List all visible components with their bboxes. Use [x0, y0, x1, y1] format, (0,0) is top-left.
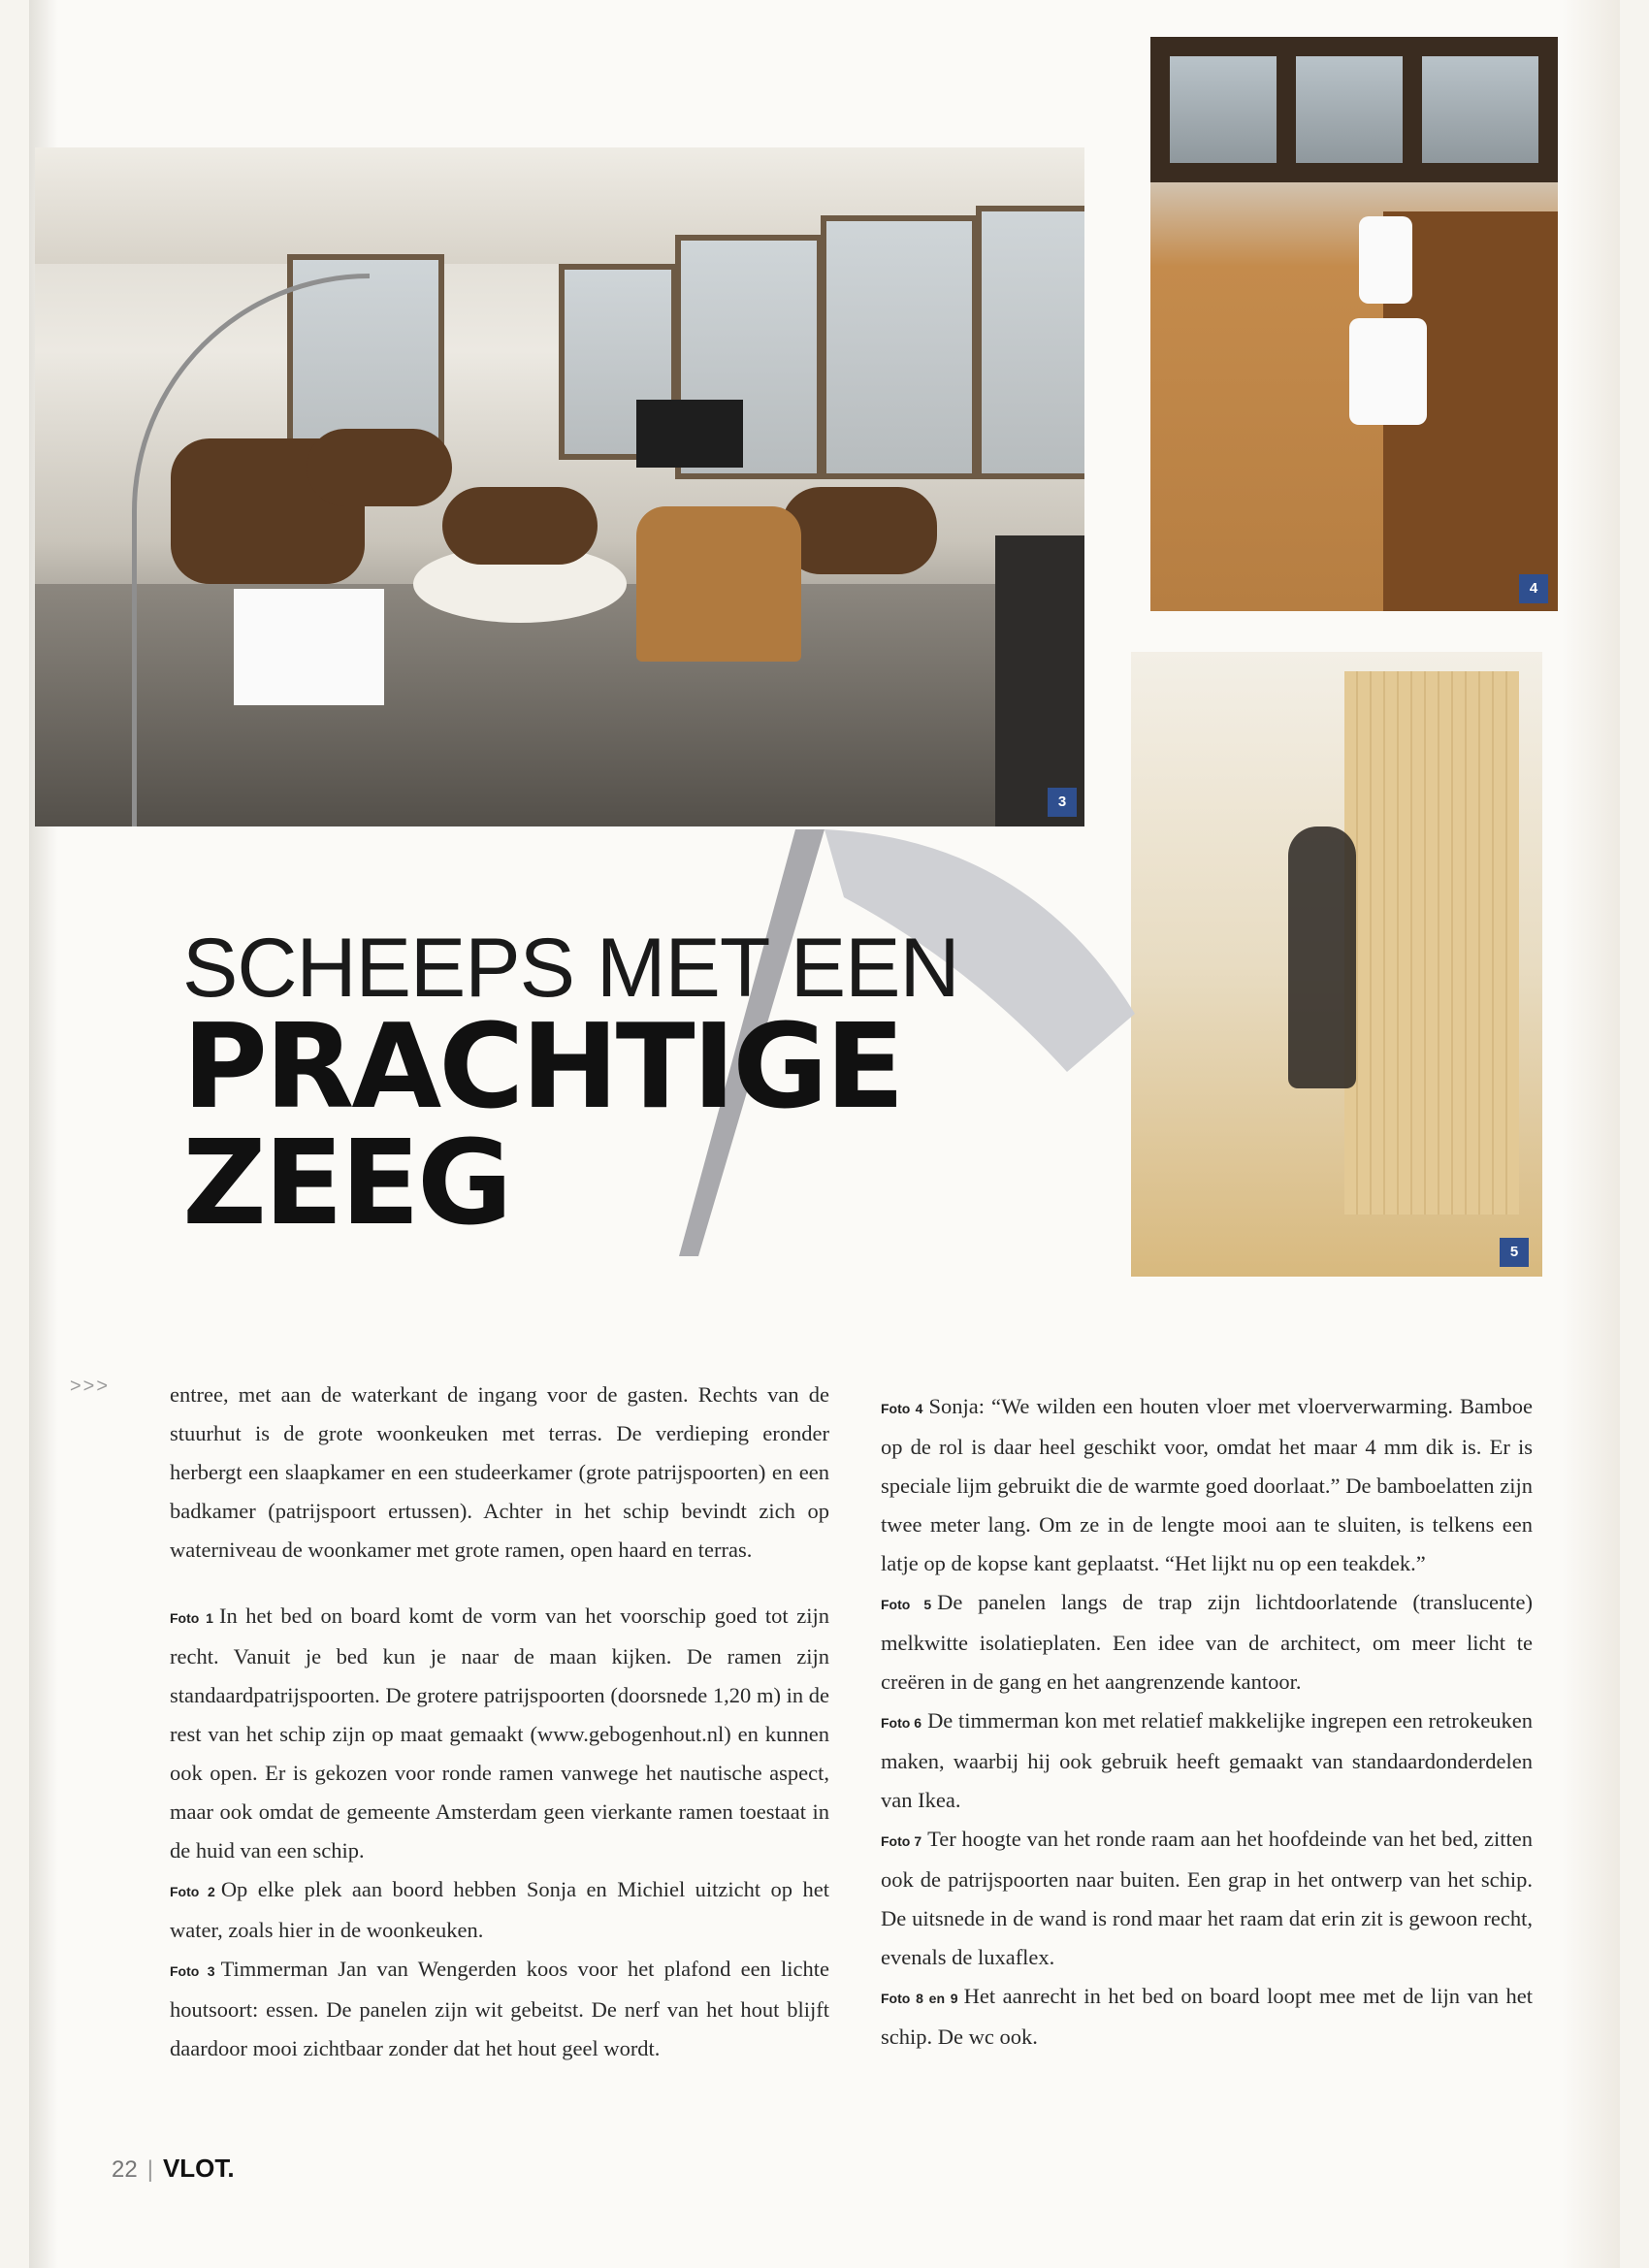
- text-column-right: [881, 1387, 1533, 2057]
- photo-caption: [170, 1597, 829, 1870]
- caption-label: Foto 2: [170, 1884, 215, 1899]
- caption-label: Foto 7: [881, 1833, 922, 1849]
- intro-paragraph: entree, met aan de waterkant de ingang voor de gasten. Rechts van de stuurhut is de grote woonkeuken met terras. De verdieping eronder herbergt een slaapkamer en een studeerkamer (grote patrijspoorten) en een badkamer (patrijspoort ertussen). Achter in het schip bevindt zich op waterniveau de woonkamer met grote ramen, open haard en terras.: [170, 1382, 829, 1562]
- photo-caption: [881, 1387, 1533, 1583]
- caption-text: Timmerman Jan van Wengerden koos voor het plafond een lichte houtsoort: essen. De panelen zijn wit gebeitst. De nerf van het hout blijft daardoor mooi zichtbaar zonder dat het hout geel wordt.: [170, 1957, 829, 2060]
- photo-caption: [881, 1701, 1533, 1820]
- footer-separator: |: [146, 2156, 153, 2183]
- photo-window: [821, 215, 978, 479]
- photo-caption: [170, 1950, 829, 2068]
- continuation-marker: >>>: [70, 1376, 111, 1397]
- photo-tv: [636, 400, 743, 468]
- caption-text: Op elke plek aan boord hebben Sonja en Michiel uitzicht op het water, zoals hier in de woonkeuken.: [170, 1877, 829, 1942]
- page-edge: [1562, 0, 1620, 2268]
- photo-kitchen: [1150, 37, 1558, 611]
- caption-label: Foto 1: [170, 1610, 213, 1626]
- photo-window: [976, 206, 1084, 479]
- photo-number-badge: 5: [1500, 1238, 1529, 1267]
- caption-label: Foto 3: [170, 1963, 215, 1979]
- magazine-brand: VLOT.: [162, 2154, 235, 2183]
- photo-living-room: [35, 147, 1084, 826]
- headline-line-3: ZEEG: [182, 1117, 510, 1251]
- photo-window: [1422, 56, 1538, 163]
- text-column-left: [170, 1376, 829, 2068]
- photo-arc-lamp: [132, 274, 370, 826]
- caption-label: Foto 5: [881, 1597, 932, 1612]
- photo-number-badge: 4: [1519, 574, 1548, 603]
- photo-number-badge: 3: [1048, 788, 1077, 817]
- photo-window: [1296, 56, 1403, 163]
- caption-text: In het bed on board komt de vorm van het voorschip goed tot zijn recht. Vanuit je bed kun je naar de maan kijken. De ramen zijn standaardpatrijspoorten. De grotere patrijspoorten (doorsnede 1,20 m) in de rest van het schip zijn op maat gemaakt (www.gebogenhout.nl) en kunnen ook open. Er is gekozen voor ronde ramen vanwege het nautische aspect, maar ook omdat de gemeente Amsterdam geen vierkante ramen toestaat in de huid van een schip.: [170, 1604, 829, 1863]
- photo-ottoman: [782, 487, 937, 574]
- page-footer: [112, 2154, 235, 2184]
- article-headline: [182, 922, 1055, 1251]
- caption-text: Het aanrecht in het bed on board loopt mee met de lijn van het schip. De wc ook.: [881, 1984, 1534, 2049]
- photo-window: [1170, 56, 1277, 163]
- caption-label: Foto 8 en 9: [881, 1991, 958, 2006]
- photo-bar-stool: [1359, 216, 1412, 304]
- photo-wooden-panel: [1344, 671, 1519, 1215]
- caption-text: Sonja: “We wilden een houten vloer met vloerverwarming. Bamboe op de rol is daar heel geschikt voor, omdat het maar 4 mm dik is. Er is speciale lijm gebruikt die de warmte goed doorlaat.” De bamboelatten zijn twee meter lang. Om ze in de lengte mooi aan te sluiten, is telkens een latje op de kopse kant geplaatst. “Het lijkt nu op een teakdek.”: [881, 1394, 1533, 1575]
- caption-text: Ter hoogte van het ronde raam aan het hoofdeinde van het bed, zitten ook de patrijspoorten naar buiten. Een grap in het ontwerp van het schip. De uitsnede in de wand is rond maar het raam dat erin zit is gewoon recht, evenals de luxaflex.: [881, 1827, 1533, 1969]
- caption-text: De timmerman kon met relatief makkelijke ingrepen een retrokeuken maken, waarbij hij ook gebruik heeft gemaakt van standaardonderdelen van Ikea.: [881, 1708, 1534, 1812]
- photo-chair: [636, 506, 801, 662]
- photo-fireplace: [995, 535, 1084, 826]
- page-number: 22: [112, 2156, 138, 2183]
- caption-text: De panelen langs de trap zijn lichtdoorlatende (translucente) melkwitte isolatieplaten. Een idee van de architect, om meer licht te creëren in de gang en het aangrenzende kantoor.: [881, 1590, 1533, 1694]
- photo-caption: [170, 1870, 829, 1950]
- photo-person-on-stairs: [1288, 826, 1356, 1088]
- photo-staircase: [1131, 652, 1542, 1277]
- photo-bar-stool: [1349, 318, 1427, 425]
- caption-label: Foto 6: [881, 1715, 922, 1731]
- photo-caption: [881, 1977, 1533, 2057]
- photo-caption: [881, 1583, 1533, 1701]
- headline-line-1: SCHEEPS MET EEN: [182, 922, 959, 1015]
- headline-line-2: PRACHTIGE: [182, 1000, 902, 1135]
- photo-ottoman: [442, 487, 598, 565]
- photo-caption: [881, 1820, 1533, 1977]
- caption-label: Foto 4: [881, 1401, 923, 1416]
